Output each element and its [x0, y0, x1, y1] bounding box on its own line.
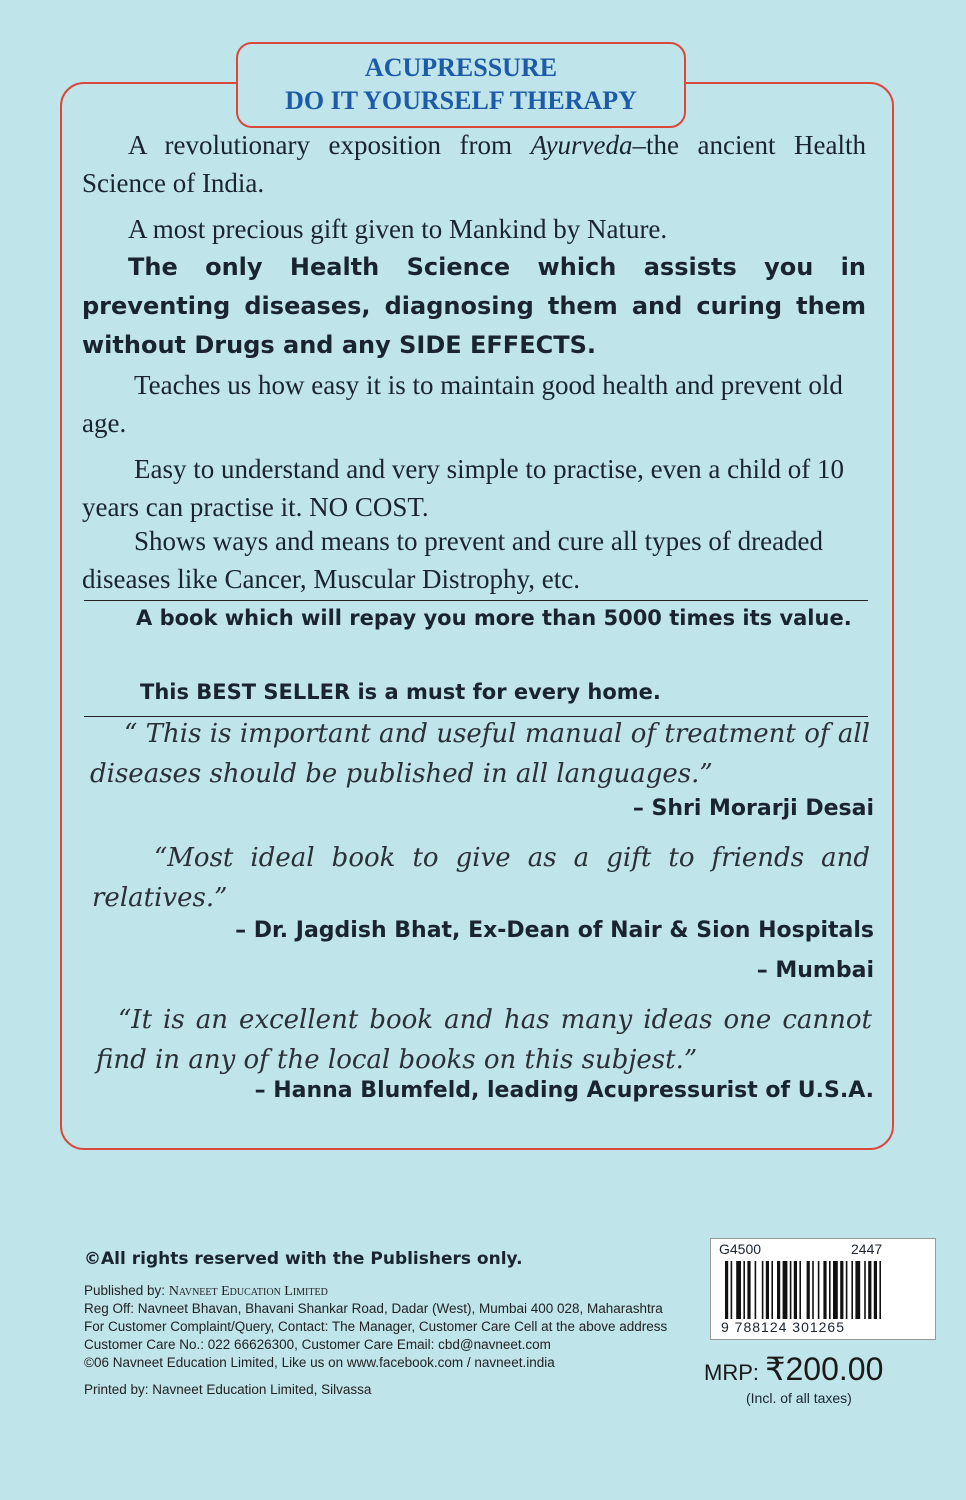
- published-by: [84, 1283, 328, 1300]
- testimonial-2-quote: “Most ideal book to give as a gift to friends and relatives.”: [92, 843, 870, 913]
- rights-notice: ©All rights reserved with the Publishers only.: [84, 1249, 523, 1269]
- highlight-line-1: A book which will repay you more than 5000 times its value.: [136, 606, 852, 630]
- price-label: MRP:: [704, 1360, 766, 1385]
- intro-paragraph-6: Shows ways and means to prevent and cure all types of dreaded diseases like Cancer, Muscular Distrophy, etc.: [82, 526, 824, 594]
- highlight-line-2: This BEST SELLER is a must for every home.: [140, 680, 661, 704]
- publisher-name: Navneet Education Limited: [168, 1284, 328, 1299]
- customer-care: Customer Care No.: 022 66626300, Customer Care Email: cbd@navneet.com: [84, 1337, 551, 1352]
- printed-by: Printed by: Navneet Education Limited, Silvassa: [84, 1382, 372, 1397]
- barcode-bars-icon: [725, 1261, 921, 1319]
- title-line-2: DO IT YOURSELF THERAPY: [285, 86, 637, 115]
- testimonial-2-author-city: – Mumbai: [756, 958, 874, 983]
- testimonial-3-author: – Hanna Blumfeld, leading Acupressurist of U.S.A.: [254, 1078, 874, 1103]
- copyright-line: ©06 Navneet Education Limited, Like us on www.facebook.com / navneet.india: [84, 1355, 555, 1370]
- barcode-code-right: 2447: [851, 1241, 883, 1257]
- title-line-1: ACUPRESSURE: [364, 53, 558, 82]
- intro-p1-italic: Ayurveda: [530, 130, 633, 160]
- testimonial-1-quote: “ This is important and useful manual of treatment of all diseases should be published in all languages.”: [90, 719, 870, 789]
- intro-p1-after: –the ancient Health Science of India.: [82, 130, 866, 198]
- testimonial-3-quote: “It is an excellent book and has many ideas one cannot find in any of the local books on this subjest.”: [96, 1005, 872, 1075]
- price-note: (Incl. of all taxes): [746, 1390, 852, 1406]
- intro-paragraph-1: [82, 126, 866, 202]
- intro-paragraph-4: Teaches us how easy it is to maintain good health and prevent old age.: [82, 370, 843, 438]
- testimonial-2-author: – Dr. Jagdish Bhat, Ex-Dean of Nair & Sion Hospitals: [235, 918, 874, 943]
- barcode-code-left: G4500: [719, 1241, 762, 1257]
- price-value: ₹200.00: [765, 1351, 884, 1387]
- intro-p1-text: A revolutionary exposition from: [128, 130, 531, 160]
- intro-paragraph-3: The only Health Science which assists you in preventing diseases, diagnosing them and curing them without Drugs and any SIDE EFFECTS.: [82, 253, 866, 359]
- registered-office: Reg Off: Navneet Bhavan, Bhavani Shankar Road, Dadar (West), Mumbai 400 028, Maharashtra: [84, 1301, 663, 1316]
- customer-complaints: For Customer Complaint/Query, Contact: The Manager, Customer Care Cell at the above address: [84, 1319, 668, 1334]
- published-label: Published by:: [84, 1283, 169, 1298]
- intro-paragraph-5: Easy to understand and very simple to practise, even a child of 10 years can practise it. NO COST.: [82, 454, 845, 522]
- barcode-number: 9 788124 301265: [721, 1319, 845, 1335]
- intro-paragraph-2: A most precious gift given to Mankind by Nature.: [128, 214, 668, 244]
- title-box: [236, 42, 686, 128]
- testimonial-1-author: – Shri Morarji Desai: [632, 796, 874, 821]
- barcode: [710, 1238, 936, 1340]
- price: [704, 1350, 883, 1388]
